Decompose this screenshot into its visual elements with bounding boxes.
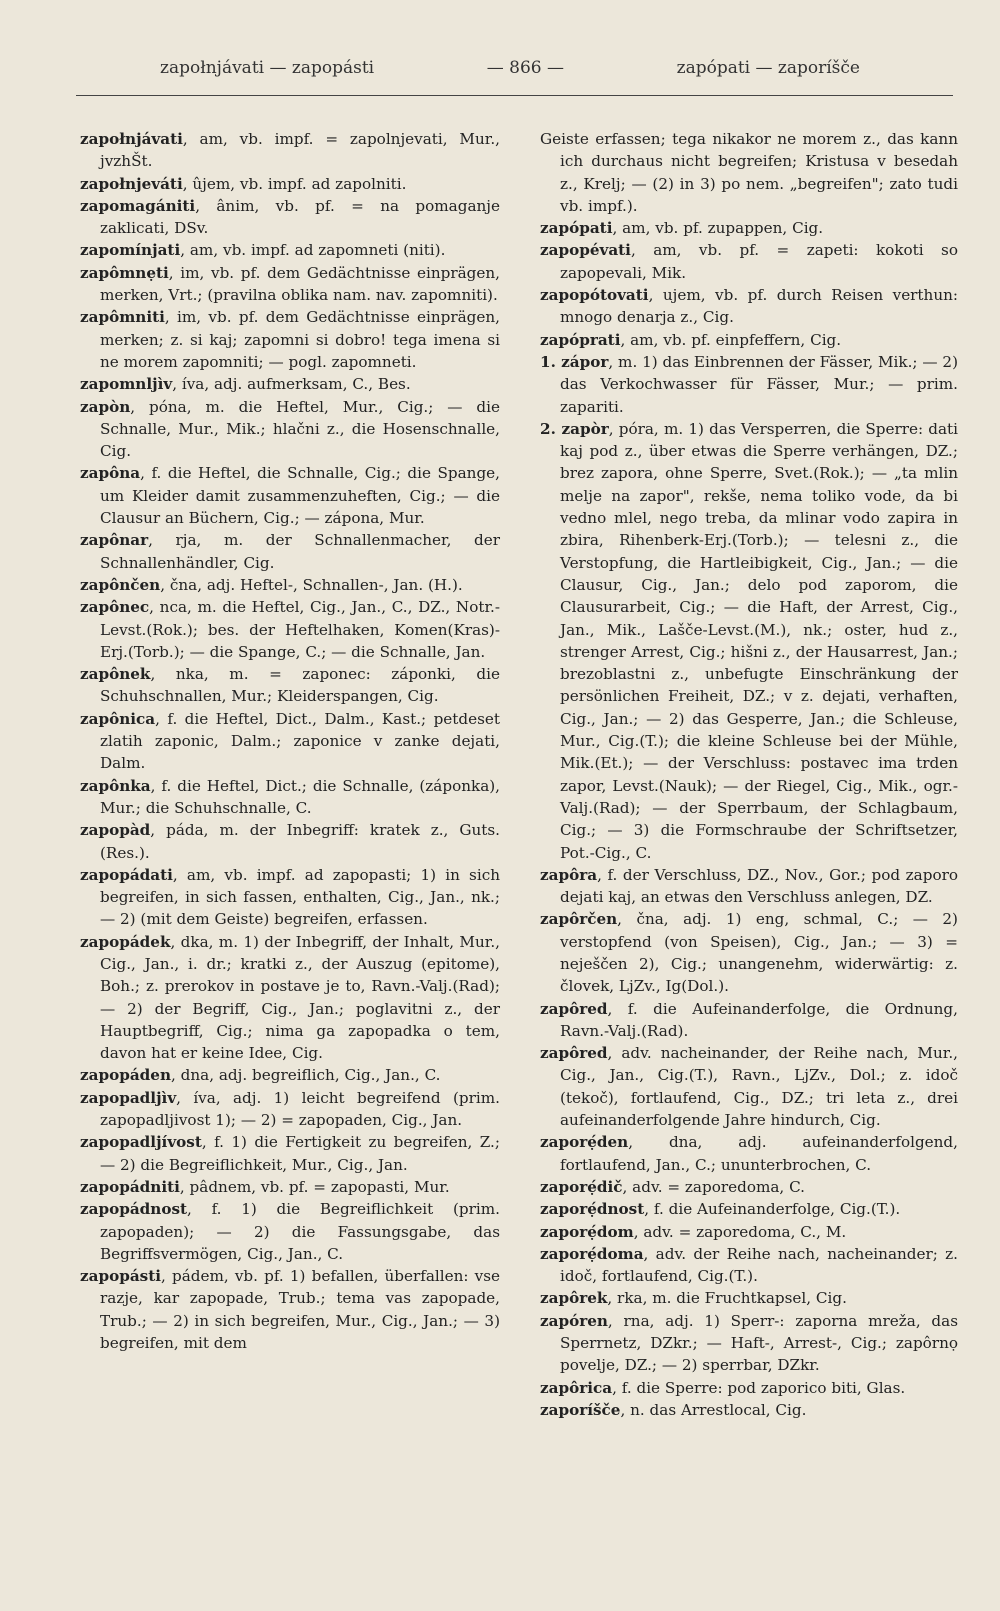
entry-headword: 2. zapòr: [540, 419, 609, 438]
dictionary-entry: [540, 1042, 958, 1131]
dictionary-entry: [80, 596, 500, 663]
entry-headword: zapopadljívost: [80, 1133, 202, 1152]
entry-definition: , čna, adj. Heftel-, Schnallen-, Jan. (H.).: [160, 575, 463, 594]
entry-headword: zaporẹ́dič: [540, 1177, 623, 1196]
dictionary-entry: [540, 1221, 958, 1243]
dictionary-entry: [80, 195, 500, 240]
dictionary-entry: [540, 1287, 958, 1309]
dictionary-entry: [80, 708, 500, 775]
entry-headword: zapopàd: [80, 821, 151, 840]
entry-definition: , im, vb. pf. dem Gedächtnisse einprägen, merken, Vrt.; (pravilna oblika nam. nav. zapomniti).: [100, 263, 500, 305]
entry-definition: , íva, adj. 1) leicht begreifend (prim. zapopadljivost 1); — 2) = zapopaden, Cig., Jan.: [100, 1088, 500, 1130]
dictionary-entry: [80, 864, 500, 931]
dictionary-entry: [80, 819, 500, 864]
entry-definition: , adv. = zaporedoma, C., M.: [633, 1222, 847, 1241]
entry-headword: zapopádek: [80, 932, 171, 951]
entry-headword: zapóren: [540, 1311, 608, 1330]
entry-definition: , im, vb. pf. dem Gedächtnisse einprägen, merken; z. si kaj; zapomni si dobro! tega imena si ne morem zapomniti; — pogl. zapomneti.: [100, 308, 500, 371]
entry-headword: zaporíšče: [540, 1400, 621, 1419]
dictionary-entry: [80, 574, 500, 596]
dictionary-entry: [80, 396, 500, 463]
dictionary-entry: [80, 775, 500, 820]
dictionary-entry: [80, 1198, 500, 1265]
entry-headword: zapônek: [80, 665, 151, 684]
entry-headword: zapônar: [80, 531, 149, 550]
entry-headword: zapołnjávati: [80, 130, 183, 148]
entry-definition: , rna, adj. 1) Sperr-: zaporna mreža, das Sperrnetz, DZkr.; — Haft-, Arrest-, Cig.; zapôrnọ povelje, DZ.; — 2) sperrbar, DZkr.: [560, 1311, 958, 1375]
entry-headword: zapônec: [80, 598, 150, 617]
left-column: [80, 128, 500, 1354]
dictionary-entry: [80, 1176, 500, 1198]
entry-definition: , páda, m. der Inbegriff: kratek z., Guts.(Res.).: [100, 821, 500, 862]
dictionary-entry: [540, 1198, 958, 1220]
entry-headword: zapòn: [80, 397, 131, 416]
dictionary-entry: [80, 239, 500, 261]
entry-definition: , rka, m. die Fruchtkapsel, Cig.: [607, 1289, 847, 1308]
entry-headword: zapópati: [540, 219, 613, 238]
dictionary-entry: [540, 217, 958, 239]
entry-headword: zapóprati: [540, 330, 621, 349]
entry-definition: , póna, m. die Heftel, Mur., Cig.; — die Schnalle, Mur., Mik.; hlačni z., die Hosenschnalle, Cig.: [100, 397, 500, 461]
entry-headword: zapomínjati: [80, 241, 181, 260]
entry-definition: , f. die Heftel, Dict., Dalm., Kast.; petdeset zlatih zaponic, Dalm.; zaponice v zanke dejati, Dalm.: [100, 709, 500, 773]
entry-definition: , am, vb. pf. zupappen, Cig.: [612, 219, 824, 238]
dictionary-entry: [80, 1265, 500, 1354]
entry-definition: , dka, m. 1) der Inbegriff, der Inhalt, Mur., Cig., Jan., i. dr.; kratki z., der Auszug (epitome), Boh.; z. prerokov in postave je to, Ravn.-Valj.(Rad); — 2) der Begriff, Cig., Jan.; poglavitni z., der Hauptbegriff, Cig.; nima ga zapopadka o tem, davon hat er keine Idee, Cig.: [100, 932, 500, 1063]
page-header: [160, 58, 860, 88]
entry-definition: , nca, m. die Heftel, Cig., Jan., C., DZ., Notr.-Levst.(Rok.); bes. der Heftelhaken, Komen(Kras)-Erj.(Torb.); — die Spange, C.; — die Schnalle, Jan.: [100, 598, 500, 661]
entry-definition: , adv. = zaporedoma, C.: [622, 1177, 805, 1196]
entry-headword: zaporẹ́dom: [540, 1222, 634, 1241]
dictionary-entry: [540, 1131, 958, 1176]
dictionary-entry: [540, 351, 958, 418]
dictionary-entry: [540, 239, 958, 284]
entry-headword: zapônčen: [80, 575, 161, 594]
entry-headword: zapopádati: [80, 865, 173, 884]
entry-definition: , íva, adj. aufmerksam, C., Bes.: [172, 375, 411, 394]
entry-definition: Geiste erfassen; tega nikakor ne morem z., das kann ich durchaus nicht begreifen; Kristusa v besedah z., Krelj; — (2) in 3) po nem. „begreifen"; zato tudi vb. impf.).: [540, 130, 958, 215]
entry-headword: zapopádniti: [80, 1177, 180, 1196]
entry-definition: , am, vb. pf. = zapeti: kokoti so zapopevali, Mik.: [560, 241, 958, 282]
entry-headword: zapôred: [540, 999, 608, 1018]
entry-definition: , am, vb. impf. ad zapomneti (niti).: [180, 241, 446, 260]
entry-headword: zapomnljìv: [80, 375, 173, 394]
dictionary-entry: [80, 663, 500, 708]
entry-definition: , ujem, vb. pf. durch Reisen verthun: mnogo denarja z., Cig.: [560, 286, 958, 327]
dictionary-entry: [80, 1064, 500, 1086]
entry-headword: zapônka: [80, 776, 151, 795]
entry-definition: , m. 1) das Einbrennen der Fässer, Mik.; — 2) das Verkochwasser für Fässer, Mur.; — prim. zapariti.: [560, 352, 958, 416]
entry-headword: zapôna: [80, 464, 141, 483]
entry-headword: zapopadljìv: [80, 1088, 177, 1107]
entry-definition: , am, vb. pf. einpfeffern, Cig.: [620, 330, 842, 349]
entry-definition: , pâdnem, vb. pf. = zapopasti, Mur.: [179, 1177, 450, 1196]
header-rule: [76, 95, 953, 96]
entry-definition: , dna, adj. aufeinanderfolgend, fortlaufend, Jan., C.; ununterbrochen, C.: [560, 1133, 958, 1174]
entry-definition: , póra, m. 1) das Versperren, die Sperre: dati kaj pod z., über etwas die Sperre verhängen, DZ.; brez zapora, ohne Sperre, Svet.(Rok.); — „ta mlin melje na zapor", rekše, nema toliko vode, da bi vedno mlel, nego treba, da mlinar vodo zapira in zbira, Rihenberk-Erj.(Torb.); — telesni z., die Verstopfung, die Hartleibigkeit, Cig., Jan.; — die Clausur, Cig., Jan.; delo pod zaporom, die Clausurarbeit, Cig.; — die Haft, der Arrest, Cig., Jan., Mik., Lašče-Levst.(M.), nk.; oster, hud z., strenger Arrest, Cig.; hišni z., der Hausarrest, Jan.; brezoblastni z., unbefugte Einschränkung der persönlichen Freiheit, DZ.; v z. dejati, verhaften, Cig., Jan.; — 2) das Gesperre, Jan.; die Schleuse, Mur., Cig.(T.); die kleine Schleuse bei der Mühle, Mik.(Et.); — der Verschluss: postavec ima trden zapor, Levst.(Nauk); — der Riegel, Cig., Mik., ogr.-Valj.(Rad); — der Sperrbaum, der Schlagbaum, Cig.; — 3) die Formschraube der Schriftsetzer, Pot.-Cig., C.: [560, 419, 958, 862]
header-left: zapołnjávati — zapopásti: [160, 58, 375, 78]
entry-headword: zapopótovati: [540, 286, 649, 305]
entry-headword: zapopáden: [80, 1066, 171, 1085]
entry-headword: zapôrica: [540, 1378, 613, 1397]
entry-headword: zapômnẹti: [80, 263, 169, 282]
entry-definition: , am, vb. impf. = zapolnjevati, Mur., jvzhŠt.: [100, 130, 500, 171]
dictionary-entry: [540, 1399, 958, 1421]
dictionary-entry: [540, 864, 958, 909]
entry-headword: zapopásti: [80, 1267, 162, 1286]
entry-definition: , nka, m. = zaponec: záponki, die Schuhschnallen, Mur.; Kleiderspangen, Cig.: [100, 665, 500, 706]
dictionary-entry: [540, 284, 958, 329]
dictionary-entry: [80, 306, 500, 373]
entry-definition: , ûjem, vb. impf. ad zapolniti.: [182, 174, 407, 193]
entry-headword: zapôrčen: [540, 910, 618, 929]
entry-definition: , adv. nacheinander, der Reihe nach, Mur., Cig., Jan., Cig.(T.), Ravn., LjZv., Dol.; z. idoč (tekoč), fortlaufend, Cig., DZ.; tri leta z., drei aufeinanderfolgende Jahre hindurch, Cig.: [560, 1044, 958, 1130]
entry-definition: , f. 1) die Begreiflichkeit (prim. zapopaden); — 2) die Fassungsgabe, das Begriffsvermögen, Cig., Jan., C.: [100, 1200, 500, 1263]
dictionary-entry: [540, 998, 958, 1043]
dictionary-entry: [80, 128, 500, 173]
entry-definition: , adv. der Reihe nach, nacheinander; z. idoč, fortlaufend, Cig.(T.).: [560, 1244, 958, 1286]
entry-headword: zapopádnost: [80, 1200, 188, 1219]
entry-definition: , pádem, vb. pf. 1) befallen, überfallen: vse razje, kar zapopade, Trub.; tema vas zapopade, Trub.; — 2) in sich begreifen, Mur., Cig., Jan.; — 3) begreifen, mit dem: [100, 1267, 500, 1353]
entry-definition: , f. der Verschluss, DZ., Nov., Gor.; pod zaporo dejati kaj, an etwas den Verschluss anlegen, DZ.: [560, 865, 958, 907]
entry-definition: , ânim, vb. pf. = na pomaganje zaklicati, DSv.: [100, 196, 500, 238]
entry-definition: , rja, m. der Schnallenmacher, der Schnallenhändler, Cig.: [100, 531, 500, 572]
entry-definition: , f. 1) die Fertigkeit zu begreifen, Z.; — 2) die Begreiflichkeit, Mur., Cig., Jan.: [100, 1133, 500, 1174]
dictionary-entry: [540, 1377, 958, 1399]
entry-headword: zaporẹ́dnost: [540, 1200, 645, 1219]
dictionary-entry: [80, 1087, 500, 1132]
entry-headword: zapołnjeváti: [80, 174, 183, 193]
dictionary-entry: [80, 1131, 500, 1176]
entry-definition: , f. die Aufeinanderfolge, die Ordnung, Ravn.-Valj.(Rad).: [560, 999, 958, 1040]
right-column: [540, 128, 958, 1421]
dictionary-entry: [540, 329, 958, 351]
entry-definition: , f. die Sperre: pod zaporico biti, Glas.: [612, 1378, 906, 1397]
dictionary-entry: [540, 1243, 958, 1288]
entry-headword: zaporẹ́den: [540, 1133, 629, 1152]
entry-definition: , dna, adj. begreiflich, Cig., Jan., C.: [171, 1066, 441, 1085]
dictionary-entry: [540, 418, 958, 864]
entry-definition: , f. die Heftel, die Schnalle, Cig.; die Spange, um Kleider damit zusammenzuheften, Cig.; — die Clausur an Büchern, Cig.; — zápona, Mur.: [100, 464, 500, 528]
entry-headword: zapôrek: [540, 1289, 608, 1308]
entry-definition: , čna, adj. 1) eng, schmal, C.; — 2) verstopfend (von Speisen), Cig., Jan.; — 3) = neješčen 2), Cig.; unangenehm, widerwärtig: z. človek, LjZv., Ig(Dol.).: [560, 910, 958, 996]
entry-definition: , f. die Aufeinanderfolge, Cig.(T.).: [644, 1200, 901, 1219]
entry-headword: zapopévati: [540, 241, 631, 260]
dictionary-entry: [80, 373, 500, 395]
header-right: zapópati — zaporíšče: [676, 58, 860, 78]
entry-headword: zapômniti: [80, 308, 165, 327]
entry-headword: 1. zápor: [540, 352, 609, 371]
entry-headword: zapomagániti: [80, 196, 196, 215]
dictionary-entry: [80, 462, 500, 529]
entry-headword: zapôra: [540, 865, 598, 884]
entry-headword: zaporẹ́doma: [540, 1244, 644, 1263]
dictionary-entry: [540, 128, 958, 217]
dictionary-entry: [80, 262, 500, 307]
entry-headword: zapônica: [80, 709, 156, 728]
page-number: — 866 —: [486, 58, 564, 78]
dictionary-entry: [540, 908, 958, 997]
entry-definition: , n. das Arrestlocal, Cig.: [620, 1400, 807, 1419]
dictionary-entry: [80, 529, 500, 574]
dictionary-entry: [80, 931, 500, 1065]
entry-definition: , f. die Heftel, Dict.; die Schnalle, (záponka), Mur.; die Schuhschnalle, C.: [100, 776, 500, 817]
entry-headword: zapôred: [540, 1044, 608, 1063]
dictionary-entry: [540, 1310, 958, 1377]
entry-definition: , am, vb. impf. ad zapopasti; 1) in sich begreifen, in sich fassen, enthalten, Cig., Jan., nk.; — 2) (mit dem Geiste) begreifen, erfassen.: [100, 865, 500, 929]
dictionary-entry: [80, 173, 500, 195]
dictionary-entry: [540, 1176, 958, 1198]
